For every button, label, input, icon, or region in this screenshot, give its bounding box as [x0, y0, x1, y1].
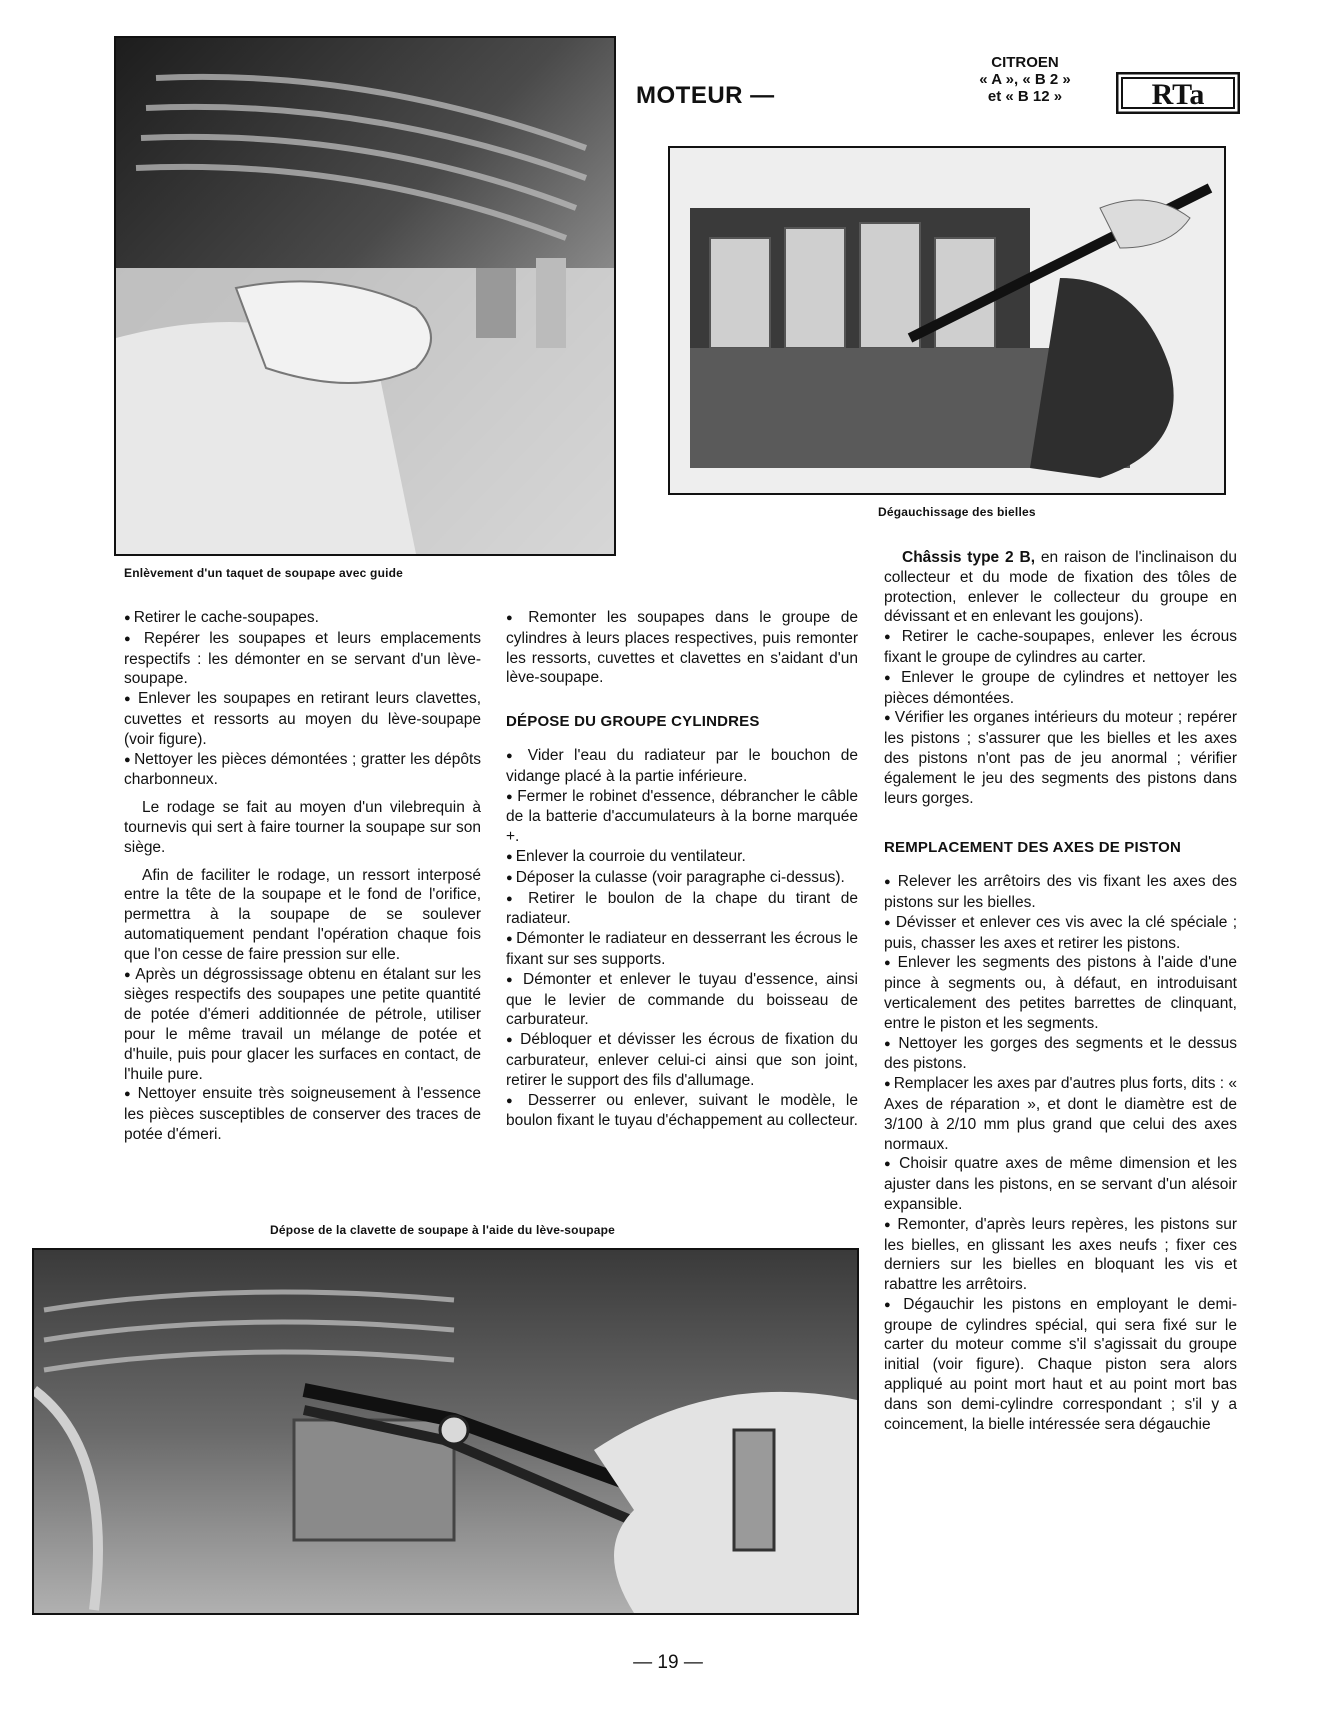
col2-bullet-8: ● Démonter et enlever le tuyau d'essence, ainsi que le levier de commande du boisseau de carburateur. [506, 970, 858, 1030]
col3-bullet-3: ● Vérifier les organes intérieurs du moteur ; repérer les pistons ; s'assurer que les bielles et les axes des pistons n'ont pas de jeu anormal ; vérifier également le jeu des segments des pistons dans leurs gorges. [884, 708, 1237, 808]
rta-logo [1116, 72, 1240, 114]
brand-line-2: « A », « B 2 » [979, 71, 1071, 88]
brand-block [966, 54, 1084, 105]
col3-lead-rest: en raison de l'inclinaison du collecteur et du mode de fixation des tôles de protection, enlever le collecteur du groupe en dévissant et en enlevant les goujons). [884, 549, 1238, 626]
section-title: MOTEUR — [636, 82, 775, 109]
col1-bullet-6: ● Nettoyer ensuite très soigneusement à l'essence les pièces susceptibles de conserver des traces de potée d'émeri. [124, 1084, 481, 1144]
col2-bullet-1: ● Remonter les soupapes dans le groupe de cylindres à leurs places respectives, puis remonter les ressorts, cuvettes et clavettes en s'aidant d'un lève-soupape. [506, 608, 858, 688]
col3-bullet-6: ● Enlever les segments des pistons à l'aide d'une pince à segments ou, à défaut, en introduisant verticalement des petites barrettes de clinquant, entre le piston et les segments. [884, 953, 1237, 1033]
col2-bullet-5: ● Déposer la culasse (voir paragraphe ci-dessus). [506, 868, 858, 889]
photo-valve-key-removal [32, 1248, 859, 1615]
col2-bullet-10: ● Desserrer ou enlever, suivant le modèle, le boulon fixant le tuyau d'échappement au collecteur. [506, 1091, 858, 1132]
brand-line-1: CITROEN [991, 54, 1059, 71]
col3-bullet-11: ● Dégauchir les pistons en employant le demi-groupe de cylindres spécial, qui sera fixé sur le carter du moteur comme s'il s'agissait du groupe initial (voir figure). Chaque piston sera alors appliqué au point mort haut et au point mort bas dans son demi-cylindre correspondant ; s'il y a coincement, la bielle intéressée sera dégauchie [884, 1295, 1237, 1435]
page-number: — 19 — [633, 1652, 703, 1673]
column-3 [884, 548, 1237, 1434]
col2-bullet-3: ● Fermer le robinet d'essence, débrancher le câble de la batterie d'accumulateurs à la borne marquée +. [506, 787, 858, 847]
col1-paragraph-1: Le rodage se fait au moyen d'un vilebrequin à tournevis qui sert à faire tourner la soupape sur son siège. [124, 799, 481, 856]
col3-lead-paragraph [884, 548, 1237, 627]
col3-bullet-5: ● Dévisser et enlever ces vis avec la clé spéciale ; puis, chasser les axes et retirer les pistons. [884, 913, 1237, 954]
brand-line-3: et « B 12 » [987, 88, 1063, 105]
col3-bullet-10: ● Remonter, d'après leurs repères, les pistons sur les bielles, en glissant les axes neufs ; fixer ces derniers sur les bielles en bloquant les vis et rabattre les arrêtoirs. [884, 1215, 1237, 1295]
figure-2-caption: Dégauchissage des bielles [878, 505, 1036, 519]
logo-text: RTa [1151, 78, 1205, 111]
col3-bullet-4: ● Relever les arrêtoirs des vis fixant les axes des pistons sur les bielles. [884, 872, 1237, 913]
col2-bullet-9: ● Débloquer et dévisser les écrous de fixation du carburateur, enlever celui-ci ainsi que son joint, retirer le support des fils d'allumage. [506, 1030, 858, 1090]
col1-bullet-3: ● Enlever les soupapes en retirant leurs clavettes, cuvettes et ressorts au moyen du lève-soupape (voir figure). [124, 689, 481, 749]
photo-valve-tappet-removal [114, 36, 616, 556]
col1-bullet-4: ● Nettoyer les pièces démontées ; gratter les dépôts charbonneux. [124, 750, 481, 791]
col2-bullet-7: ● Démonter le radiateur en desserrant les écrous le fixant sur ses supports. [506, 929, 858, 970]
photo-connecting-rod-straightening [668, 146, 1226, 495]
heading-depose-groupe-cylindres: DÉPOSE DU GROUPE CYLINDRES [506, 713, 760, 731]
col3-bullet-9: ● Choisir quatre axes de même dimension et les ajuster dans les pistons, en se servant d'un alésoir expansible. [884, 1154, 1237, 1214]
column-2 [506, 608, 858, 1131]
col1-bullet-2: ● Repérer les soupapes et leurs emplacements respectifs : les démonter en se servant d'un lève-soupape. [124, 629, 481, 689]
col2-bullet-4: ● Enlever la courroie du ventilateur. [506, 847, 858, 868]
col2-bullet-2: ● Vider l'eau du radiateur par le bouchon de vidange placé à la partie inférieure. [506, 746, 858, 787]
col3-bullet-2: ● Enlever le groupe de cylindres et nettoyer les pièces démontées. [884, 668, 1237, 709]
figure-1-caption: Enlèvement d'un taquet de soupape avec guide [124, 566, 404, 580]
heading-remplacement-axes-piston: REMPLACEMENT DES AXES DE PISTON [884, 839, 1182, 857]
figure-3-caption: Dépose de la clavette de soupape à l'aide du lève-soupape [270, 1223, 616, 1237]
col3-bullet-7: ● Nettoyer les gorges des segments et le dessus des pistons. [884, 1034, 1237, 1075]
col2-bullet-6: ● Retirer le boulon de la chape du tirant de radiateur. [506, 889, 858, 930]
column-1 [124, 608, 481, 1145]
col1-bullet-5: ● Après un dégrossissage obtenu en étalant sur les sièges respectifs des soupapes une petite quantité de potée d'émeri additionnée de pétrole, utiliser pour le même travail un mélange de potée et d'huile, puis pour glacer les surfaces en contact, de l'huile pure. [124, 965, 481, 1085]
col3-lead-bold: Châssis type 2 B, [902, 549, 1036, 566]
col3-bullet-1: ● Retirer le cache-soupapes, enlever les écrous fixant le groupe de cylindres au carter. [884, 627, 1237, 668]
col1-paragraph-2: Afin de faciliter le rodage, un ressort interposé entre la tête de la soupape et le fond de l'orifice, permettra à la soupape de se soulever automatiquement pendant l'opération chaque fois que l'on cesse de faire pression sur elle. [124, 866, 481, 963]
col3-bullet-8: ● Remplacer les axes par d'autres plus forts, dits : « Axes de réparation », et dont le diamètre est de 3/100 à 2/10 mm plus grand que celui des axes normaux. [884, 1074, 1237, 1154]
col1-bullet-1: ● Retirer le cache-soupapes. [124, 608, 481, 629]
